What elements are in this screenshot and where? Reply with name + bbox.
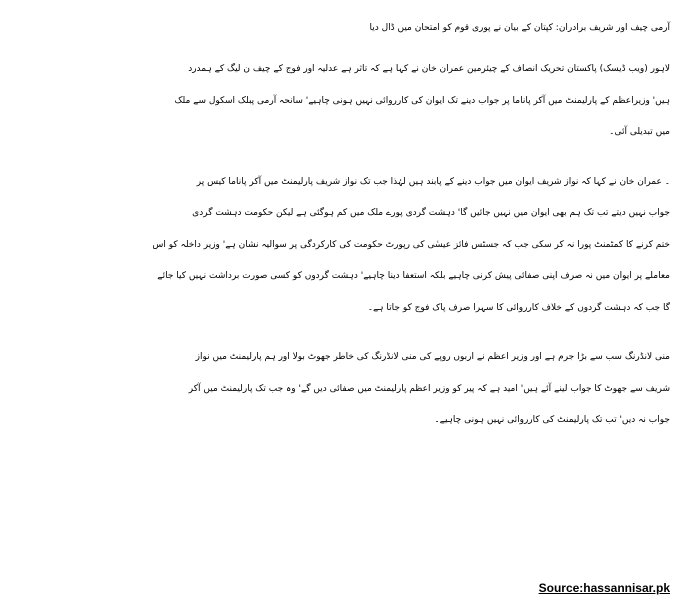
article-paragraph-2 [12,167,670,325]
paragraph-line: جواب نہ دیں' تب تک پارلیمنٹ کی کارروائی نہیں ہونی چاہیے۔ [434,415,670,425]
paragraph-line: ہیں' وزیراعظم کے پارلیمنٹ میں آکر پاناما پر جواب دینے تک ایوان کی کارروائی نہیں ہونی چاہیے' سانحہ آرمی پبلک اسکول سے ملک [174,95,670,106]
paragraph-line: لاہور (ویب ڈیسک) پاکستان تحریک انصاف کے چیئرمین عمران خان نے کہا ہے کہ تاثر ہے عدلیہ اور فوج کے چیف ن لیگ کے ہمدرد [188,64,670,74]
paragraph-line: ۔ عمران خان نے کہا کہ نواز شریف ایوان میں جواب دینے کے پابند ہیں لہٰذا جب تک نواز شریف پارلیمنٹ میں آکر پاناما کیس پر [196,176,670,187]
paragraph-line: جواب نہیں دیتے تب تک ہم بھی ایوان میں نہیں جائیں گا' دہشت گردی پورے ملک میں کم ہوگئی ہے لیکن حکومت دہشت گردی [192,208,670,218]
paragraph-line: معاملے پر ایوان میں نہ صرف اپنی صفائی پیش کرنی چاہیے بلکہ استعفا دینا چاہیے' دہشت گردوں کو کسی صورت برداشت نہیں کیا جائے [157,271,670,281]
paragraph-line: منی لانڈرنگ سب سے بڑا جرم ہے اور وزیر اعظم نے اربوں روپے کی منی لانڈرنگ کی خاطر جھوٹ بولا اور ہم پارلیمنٹ میں نواز [195,352,670,362]
paragraph-line: شریف سے جھوٹ کا جواب لینے آئے ہیں' امید ہے کہ پیر کو وزیر اعظم پارلیمنٹ میں صفائی دیں گے' وہ جب تک پارلیمنٹ میں آکر [188,383,670,394]
source-credit: Source:hassannisar.pk [538,581,670,595]
paragraph-line: میں تبدیلی آئی۔ [609,127,670,137]
article-headline: آرمی چیف اور شریف برادران: کپتان کے بیان نے پوری قوم کو امتحان میں ڈال دیا [369,23,670,33]
article-paragraph-1 [12,54,670,149]
paragraph-line: گا جب کہ دہشت گردوں کے خلاف کارروائی کا سہرا صرف پاک فوج کو جاتا ہے۔ [367,302,670,313]
article-paragraph-3 [12,342,670,437]
paragraph-line: ختم کرنے کا کمٹمنٹ پورا نہ کر سکی جب کہ جسٹس فائز عیسٰی کی رپورٹ حکومت کی کارکردگی پر سوالیہ نشان ہے' وزیر داخلہ کو اس [152,239,670,250]
